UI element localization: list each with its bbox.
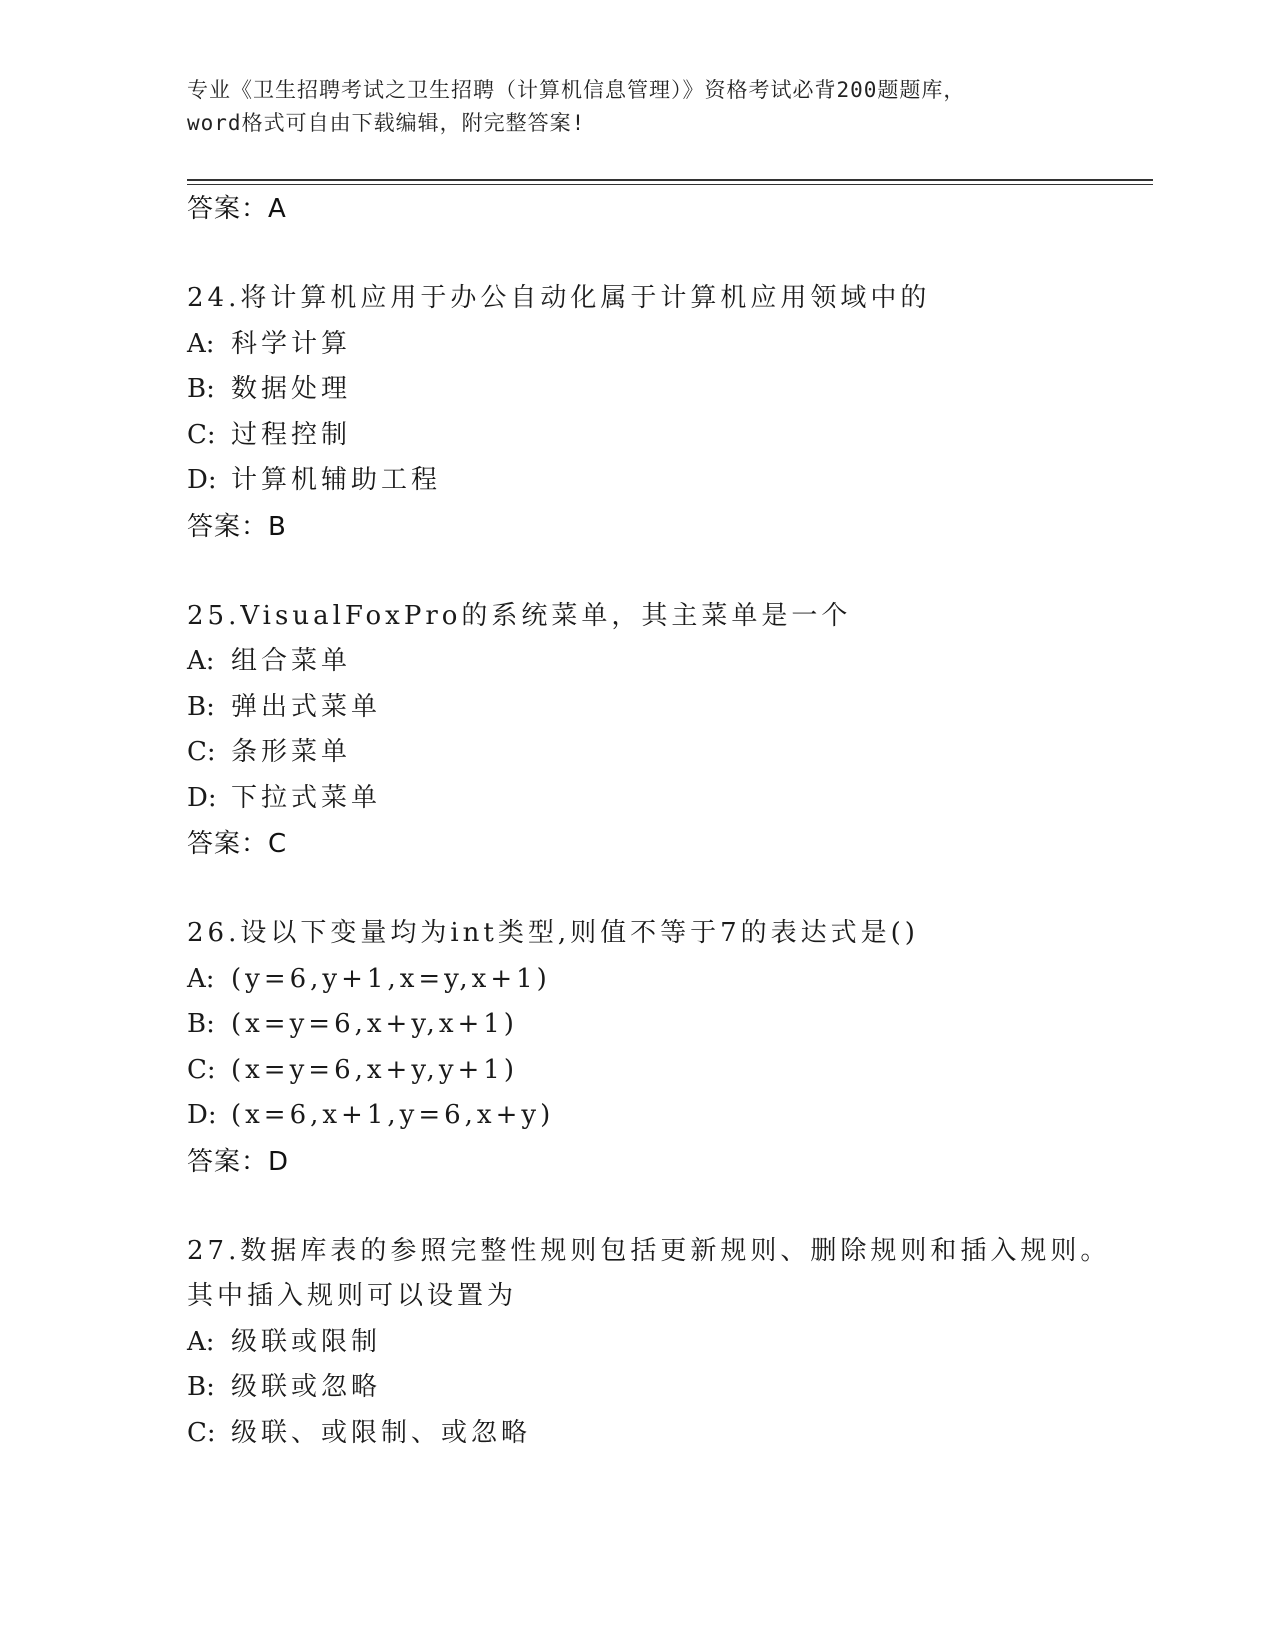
option-letter: A:: [187, 646, 215, 676]
option-letter: C:: [187, 737, 216, 767]
option-text: 计算机辅助工程: [231, 465, 442, 495]
option-letter: A:: [187, 328, 215, 359]
option-letter: B:: [187, 1372, 215, 1402]
option-letter: C:: [187, 419, 216, 450]
document-header: [187, 74, 1107, 140]
question-27-text-line-1: 27.数据库表的参照完整性规则包括更新规则、删除规则和插入规则。: [187, 1235, 1111, 1266]
question-24-option-b: [187, 367, 1147, 413]
question-26: [187, 911, 1147, 1185]
option-text: (x=y=6,x+y,y+1): [231, 1054, 518, 1085]
question-26-option-d: [187, 1093, 1147, 1139]
answer-26: 答案：D: [187, 1146, 290, 1177]
option-text: (y=6,y+1,x=y,x+1): [231, 963, 551, 994]
header-divider-thick: [187, 179, 1153, 181]
option-text: 条形菜单: [231, 737, 352, 767]
option-text: 级联或限制: [231, 1326, 382, 1357]
option-letter: B:: [187, 691, 215, 722]
option-letter: C:: [187, 1054, 216, 1085]
question-25-option-d: [187, 776, 1147, 822]
question-26-text: 26.设以下变量均为int类型,则值不等于7的表达式是(): [187, 918, 919, 948]
answer-24: 答案：B: [187, 511, 287, 542]
option-letter: B:: [187, 374, 215, 404]
question-26-option-c: [187, 1048, 1147, 1094]
question-25-option-a: [187, 639, 1147, 685]
option-letter: D:: [187, 782, 217, 813]
question-27: [187, 1229, 1147, 1457]
question-27-option-b: [187, 1365, 1147, 1411]
option-letter: A:: [187, 963, 215, 994]
answer-25: 答案：C: [187, 829, 288, 859]
question-26-option-b: [187, 1002, 1147, 1048]
option-text: 下拉式菜单: [231, 782, 382, 813]
option-text: (x=y=6,x+y,x+1): [231, 1009, 518, 1039]
question-25: [187, 594, 1147, 868]
question-24-option-a: [187, 322, 1147, 368]
option-letter: B:: [187, 1009, 215, 1039]
header-title-line-2: word格式可自由下载编辑，附完整答案!: [187, 111, 586, 135]
header-divider-thin: [187, 184, 1153, 185]
option-letter: D:: [187, 465, 217, 495]
option-text: 过程控制: [231, 419, 352, 450]
option-letter: C:: [187, 1417, 216, 1448]
question-27-option-a: [187, 1320, 1147, 1366]
answer-23: 答案：A: [187, 194, 287, 224]
header-title-line-1: 专业《卫生招聘考试之卫生招聘（计算机信息管理）》资格考试必背200题题库，: [187, 78, 966, 102]
question-24-text: 24.将计算机应用于办公自动化属于计算机应用领域中的: [187, 283, 931, 313]
question-24-option-c: [187, 413, 1147, 459]
question-list: [187, 186, 1147, 1456]
option-text: 弹出式菜单: [231, 691, 382, 722]
option-text: 组合菜单: [231, 646, 352, 676]
question-24-option-d: [187, 458, 1147, 504]
question-25-option-c: [187, 730, 1147, 776]
option-text: 数据处理: [231, 374, 352, 404]
option-letter: A:: [187, 1326, 215, 1357]
question-25-option-b: [187, 685, 1147, 731]
question-27-text-line-2: 其中插入规则可以设置为: [187, 1281, 518, 1311]
option-text: 科学计算: [231, 328, 352, 359]
option-text: 级联、或限制、或忽略: [231, 1417, 532, 1448]
question-24: [187, 276, 1147, 550]
option-text: 级联或忽略: [231, 1372, 382, 1402]
option-text: (x=6,x+1,y=6,x+y): [231, 1100, 555, 1130]
option-letter: D:: [187, 1100, 217, 1130]
question-27-option-c: [187, 1411, 1147, 1457]
question-26-option-a: [187, 957, 1147, 1003]
question-25-text: 25.VisualFoxPro的系统菜单，其主菜单是一个: [187, 600, 852, 631]
